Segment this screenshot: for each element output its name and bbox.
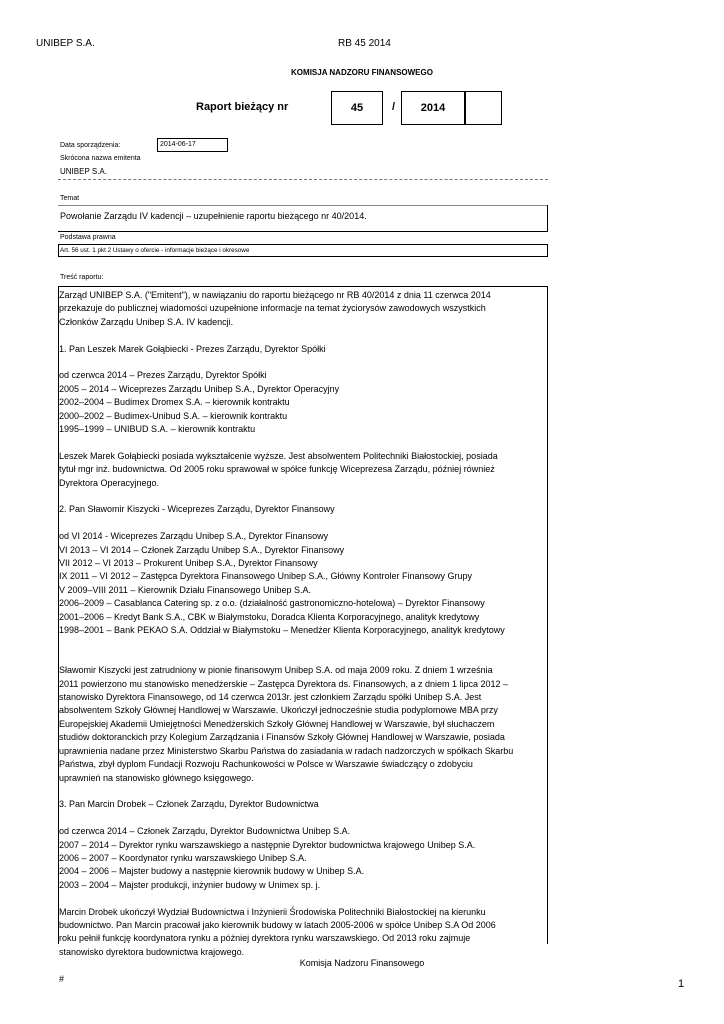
subject-value: Powołanie Zarządu IV kadencji – uzupełnienie raportu bieżącego nr 40/2014. [60,211,367,221]
report-number: 45 [350,102,364,114]
content-line: od czerwca 2014 – Prezes Zarządu, Dyrektor Spółki [59,370,267,381]
header-company: UNIBEP S.A. [36,38,95,49]
date-label: Data sporządzenia: [60,142,121,149]
content-line: przekazuje do publicznej wiadomości uzupełnione informacje na temat życiorysów zawodowych wszystkich [59,303,486,314]
content-line: 2003 – 2004 – Majster produkcji, inżynier budowy w Unimex sp. j. [59,879,321,890]
content-line: 2007 – 2014 – Dyrektor rynku warszawskiego a następnie Dyrektor budownictwa krajowego Unibep S.A. [59,839,476,850]
content-line: VI 2013 – VI 2014 – Członek Zarządu Unibep S.A., Dyrektor Finansowy [59,544,345,555]
content-label: Treść raportu: [60,274,104,281]
content-blank-line [59,637,549,650]
content-line: uprawnień na stanowisko głównego księgowego. [59,772,254,783]
content-line: 1995–1999 – UNIBUD S.A. – kierownik kontraktu [59,424,256,435]
report-slash: / [392,101,396,113]
content-blank-line [59,651,549,664]
content-line: Dyrektora Operacyjnego. [59,477,160,488]
report-year-box [401,91,465,125]
content-line: od VI 2014 - Wiceprezes Zarządu Unibep S.A., Dyrektor Finansowy [59,531,329,542]
content-line: stanowisko dyrektora budownictwa krajowego. [59,946,245,957]
content-line: VII 2012 – VI 2013 – Prokurent Unibep S.A., Dyrektor Finansowy [59,558,318,569]
page-number: 1 [678,978,685,990]
content-line: 3. Pan Marcin Drobek – Członek Zarządu, Dyrektor Budownictwa [59,799,319,810]
content-line: 1. Pan Leszek Marek Gołąbiecki - Prezes Zarządu, Dyrektor Spółki [59,343,326,354]
content-line: Leszek Marek Gołąbiecki posiada wykształcenie wyższe. Jest absolwentem Politechniki Białostockiej, posiada [59,450,498,461]
date-field: 2014-06-17 [157,138,228,152]
issuer-divider [58,179,548,180]
content-line: tytuł mgr inż. budownictwa. Od 2005 roku sprawował w spółce funkcję Wiceprezesa Zarządu, później również [59,464,495,475]
content-blank-line [59,812,549,825]
report-label: Raport bieżący nr [196,101,289,113]
content-line: 2001–2006 – Kredyt Bank S.A., CBK w Białymstoku, Doradca Klienta Korporacyjnego, analityk kredytowy [59,611,480,622]
legal-basis-label: Podstawa prawna [60,234,116,241]
issuer-value: UNIBEP S.A. [60,167,107,176]
content-blank-line [59,490,549,503]
content-line: absolwentem Szkoły Głównej Handlowej w Warszawie. Ukończył jednocześnie studia podyplomowe MBA przy [59,705,498,716]
content-line: # [59,973,65,984]
content-line: 2011 powierzono mu stanowisko menedżerskie – Zastępca Dyrektora ds. Finansowych, a z dniem 1 lipca 2012 – [59,678,509,689]
report-number-box [331,91,383,125]
content-line: 2004 – 2006 – Majster budowy a następnie kierownik budowy w Unibep S.A. [59,866,365,877]
commission-title: KOMISJA NADZORU FINANSOWEGO [291,68,433,77]
content-line: stanowisko Dyrektora Finansowego, od 14 czerwca 2013r. jest członkiem Zarządu spółki Unibep S.A. Jest [59,692,482,703]
content-line: Członków Zarządu Unibep S.A. IV kadencji. [59,316,234,327]
content-line: Zarząd UNIBEP S.A. ("Emitent"), w nawiązaniu do raportu bieżącego nr RB 40/2014 z dnia 11 czerwca 2014 [59,290,491,300]
content-line: Państwa, zbył dyplom Fundacji Rozwoju Rachunkowości w Polsce w Warszawie świadczący o zdobyciu [59,759,473,770]
content-blank-line [59,785,549,798]
content-line: 2005 – 2014 – Wiceprezes Zarządu Unibep S.A., Dyrektor Operacyjny [59,383,340,394]
legal-basis-value: Art. 56 ust. 1 pkt 2 Ustawy o ofercie - informacje bieżące i okresowe [60,247,250,254]
content-blank-line [59,892,549,905]
content-line: budownictwo. Pan Marcin pracował jako kierownik budowy w latach 2005-2006 w spółce Unibep S.A Od 2006 [59,919,496,930]
report-content [59,289,549,986]
content-line: 2006–2009 – Casablanca Catering sp. z o.o. (działalność gastronomiczno-hotelowa) – Dyrektor Finansowy [59,598,485,609]
content-line: 2006 – 2007 – Koordynator rynku warszawskiego Unibep S.A. [59,852,307,863]
content-line: od czerwca 2014 – Członek Zarządu, Dyrektor Budownictwa Unibep S.A. [59,826,351,837]
content-line: 2. Pan Sławomir Kiszycki - Wiceprezes Zarządu, Dyrektor Finansowy [59,504,335,515]
content-line: IX 2011 – VI 2012 – Zastępca Dyrektora Finansowego Unibep S.A., Główny Kontroler Finansowy Grupy [59,571,473,582]
report-extra-box [465,91,502,125]
footer-text: Komisja Nadzoru Finansowego [299,958,425,968]
content-line: 1998–2001 – Bank PEKAO S.A. Oddział w Białymstoku – Menedżer Klienta Korporacyjnego, analityk kredytowy [59,625,505,636]
content-line: Marcin Drobek ukończył Wydział Budownictwa i Inżynierii Środowiska Politechniki Białostockiej na kierunku [59,906,486,917]
content-blank-line [59,329,549,342]
content-line: studiów doktoranckich przy Kolegium Zarządzania i Finansów Szkoły Głównej Handlowej w Warszawie, posiada [59,732,505,743]
content-line: uprawnienia nadane przez Ministerstwo Skarbu Państwa do zasiadania w radach nadzorczych w spółkach Skarbu [59,745,514,756]
content-blank-line [59,517,549,530]
content-line: roku pełnił funkcję koordynatora rynku a później dyrektora rynku warszawskiego. Od 2013 roku zajmuje [59,933,471,944]
issuer-label: Skrócona nazwa emitenta [60,155,141,162]
content-line: Europejskiej Akademii Umiejętności Menedżerskich Szkoły Głównej Handlowej w Warszawie, był słuchaczem [59,718,495,729]
content-line: 2002–2004 – Budimex Dromex S.A. – kierownik kontraktu [59,397,290,408]
content-blank-line [59,436,549,449]
content-line: 2000–2002 – Budimex-Unibud S.A. – kierownik kontraktu [59,410,288,421]
subject-label: Temat [60,195,80,202]
content-line: Sławomir Kiszycki jest zatrudniony w pionie finansowym Unibep S.A. od maja 2009 roku. Z dniem 1 września [59,665,493,676]
header-report-ref: RB 45 2014 [338,38,391,49]
content-blank-line [59,356,549,369]
report-year: 2014 [420,102,446,114]
content-line: V 2009–VIII 2011 – Kierownik Działu Finansowego Unibep S.A. [59,584,311,595]
